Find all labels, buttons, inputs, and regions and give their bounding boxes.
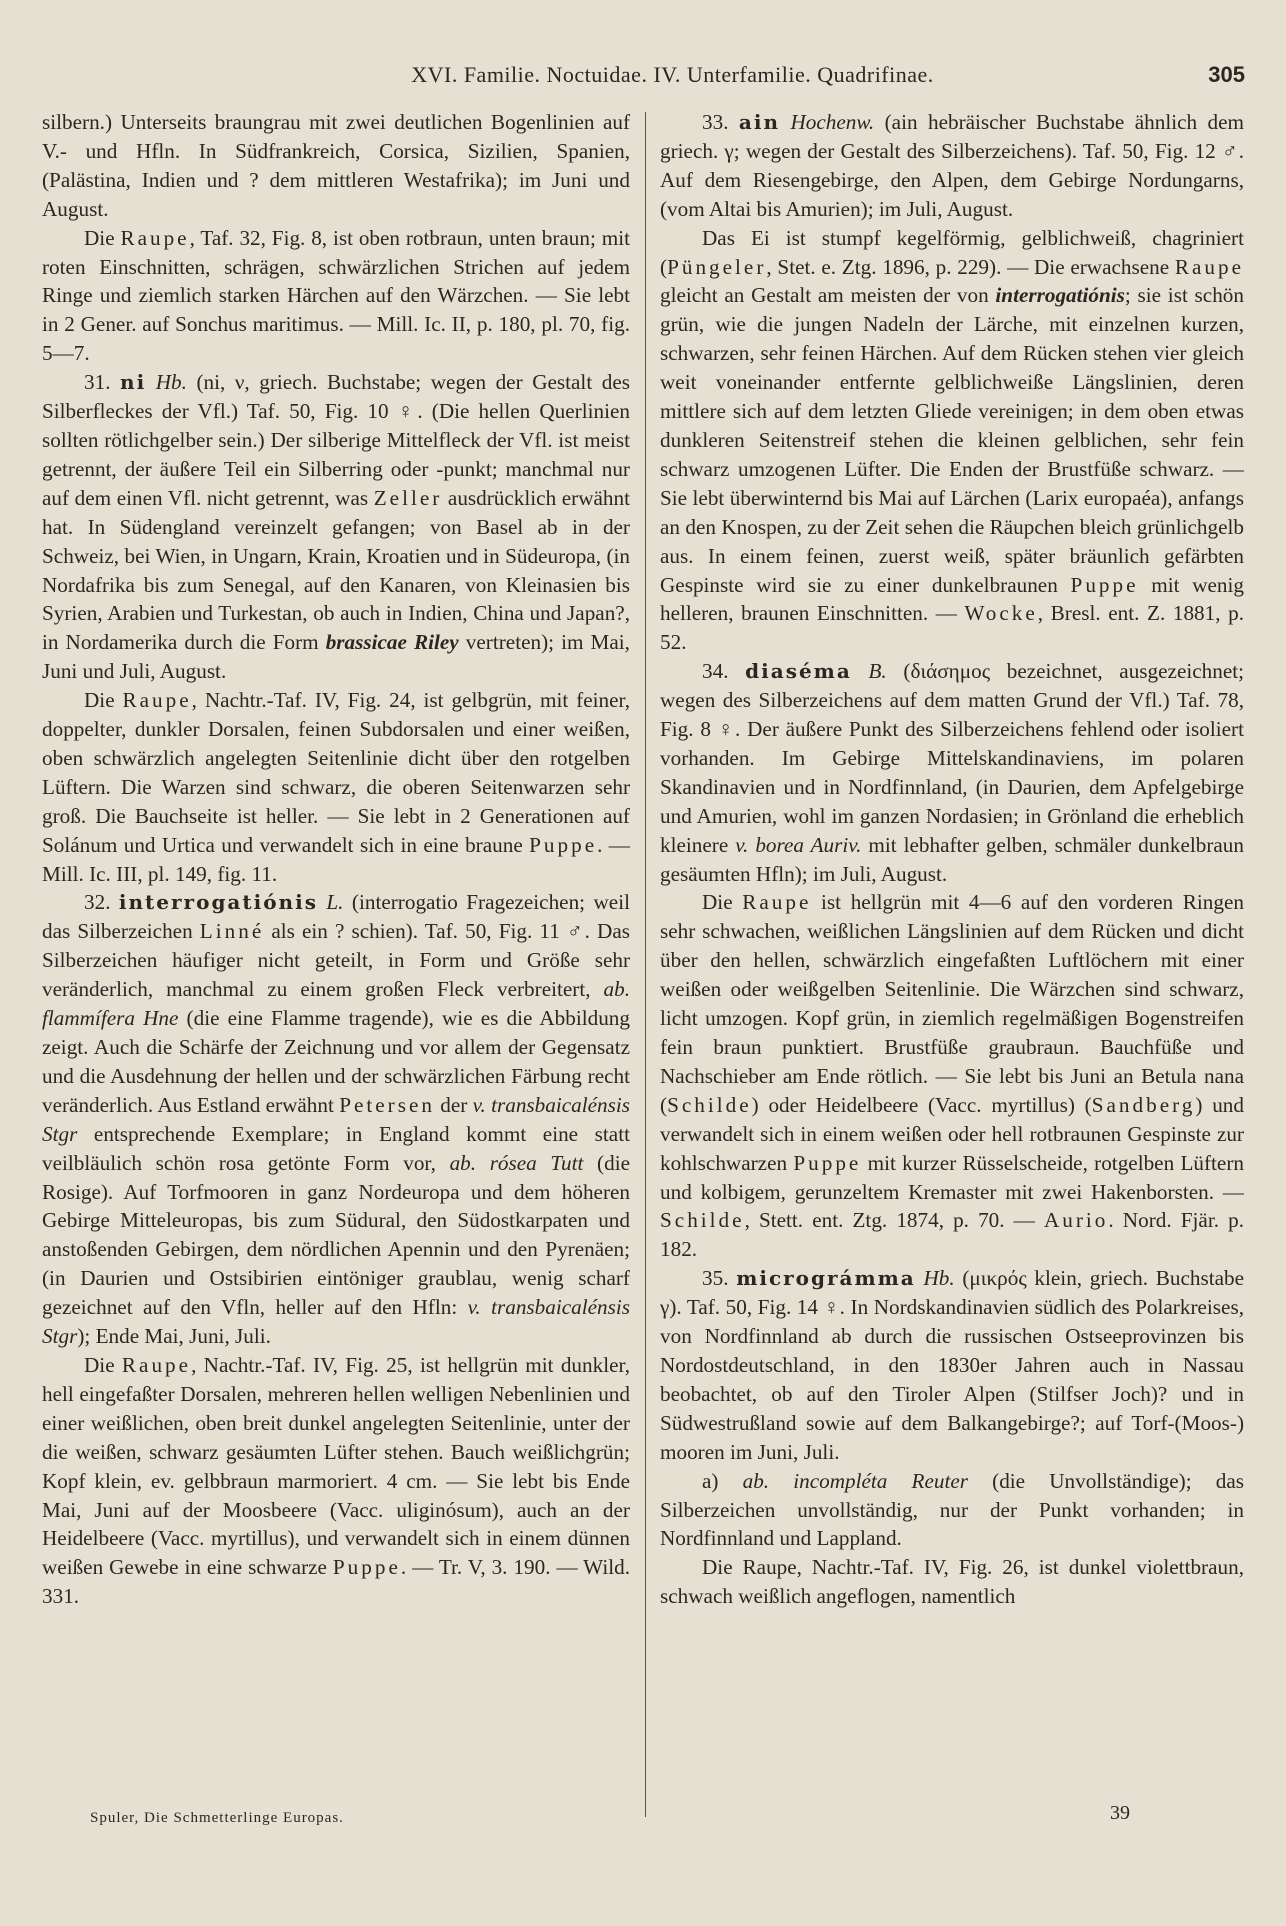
paragraph: Die Raupe, Taf. 32, Fig. 8, ist oben rotbraun, unten braun; mit roten Einschnitten, schrägen, schwärzlichen Strichen auf jedem Ringe und ziemlich starken Härchen auf den Wärzchen. — Sie lebt in 2 Gener. auf Sonchus maritimus. — Mill. Ic. II, p. 180, pl. 70, fig. 5—7. [42,225,630,366]
species-entry-33: 33. ain Hochenw. (ain hebräischer Buchstabe ähnlich dem griech. γ; wegen der Gestalt des Silberzeichens). Taf. 50, Fig. 12 ♂. Auf dem Riesengebirge, den Alpen, dem Gebirge Nordungarns, (vom Altai bis Amurien); im Juli, August. [660,110,1245,221]
species-name: diaséma [745,659,852,684]
species-entry-34: 34. diaséma B. (διάσημος bezeichnet, ausgezeichnet; wegen des Silberzeichens auf dem matten Grund der Vfl.) Taf. 78, Fig. 8 ♀. Der äußere Punkt des Silberzeichens fehlend oder isoliert vorhanden. Im Gebirge Mittelskandinaviens, im polaren Skandinavien und in Nordfinnland, (in Daurien, dem Apfelgebirge und Amurien, wohl im ganzen Nordasien; in Grönland die erheblich kleinere v. borea Auriv. mit lebhafter gelben, schmäler dunkelbraun gesäumten Hfln); im Juli, August. [660,659,1245,886]
paragraph: Die Raupe, Nachtr.-Taf. IV, Fig. 24, ist gelbgrün, mit feiner, doppelter, dunkler Dorsalen, feinen Subdorsalen und einer weißen, oben schwärzlich angelegten Seitenlinie dicht über den rotgelben Lüftern. Die Warzen sind schwarz, die oberen Seitenwarzen sehr groß. Die Bauchseite ist heller. — Sie lebt in 2 Generationen auf Solánum und Urtica und verwandelt sich in eine braune Puppe. — Mill. Ic. III, pl. 149, fig. 11. [42,688,631,886]
column-divider [645,112,646,1817]
running-header [40,62,1245,96]
species-entry-32: 32. interrogatiónis L. (interrogatio Fragezeichen; weil das Silberzeichen Linné als ein ? schien). Taf. 50, Fig. 11 ♂. Das Silberzeichen häufiger nicht geteilt, in Form und Größe sehr veränderlich, manchmal zu einem großen Fleck verbreitert, ab. flammífera Hne (die eine Flamme tragende), wie es die Abbildung zeigt. Auch die Schärfe der Zeichnung und vor allem der Gegensatz und die Ausdehnung der hellen und der schwärzlichen Färbung recht veränderlich. Aus Estland erwähnt Petersen der v. transbaicalénsis Stgr entsprechende Exemplare; in England kommt eine statt veilbläulich schön rosa getönte Form vor, ab. rósea Tutt (die Rosige). Auf Torfmooren in ganz Nordeuropa und dem höheren Gebirge Mitteleuropas, bis zum Südural, den Südostkarpaten und anstoßenden Gebirgen, dem nördlichen Apennin und den Pyrenäen; (in Daurien und Ostsibirien eintöniger graublau, wenig scharf gezeichnet auf den Vfln, heller auf den Hfln: v. transbaicalénsis Stgr); Ende Mai, Juni, Juli. [42,890,630,1349]
species-name: interrogatiónis [118,890,318,915]
sheet-number: 39 [1110,1802,1130,1824]
species-entry-31: 31. ni Hb. (ni, ν, griech. Buchstabe; wegen der Gestalt des Silberfleckes der Vfl.) Taf. 50, Fig. 10 ♀. (Die hellen Querlinien sollten rötlichgelber sein.) Der silberige Mittelfleck der Vfl. ist meist getrennt, der äußere Teil ein Silberring oder -punkt; manchmal nur auf dem einen Vfl. nicht getrennt, was Zeller ausdrücklich erwähnt hat. In Südengland vereinzelt gefangen; von Basel ab in der Schweiz, bei Wien, in Ungarn, Krain, Kroatien und in Südeuropa, (in Nordafrika bis zum Senegal, auf den Kanaren, von Kleinasien bis Syrien, Arabien und Turkestan, ob auch in Indien, China und Japan?, in Nordamerika durch die Form brassicae Riley vertreten); im Mai, Juni und Juli, August. [42,370,630,684]
species-entry-35: 35. micrográmma Hb. (μικρός klein, griech. Buchstabe γ). Taf. 50, Fig. 14 ♀. In Nordskandinavien südlich des Polarkreises, von Nordfinnland ab durch die russischen Ostseeprovinzen bis Nordostdeutschland, in den 1830er Jahren auch in Nassau beobachtet, ob auf den Tiroler Alpen (Stilfser Joch)? und in Südwestrußland sowie auf dem Balkangebirge?; auf Torf-(Moos-) mooren im Juni, Juli. [660,1266,1244,1464]
species-name: ni [120,370,147,395]
paragraph: Das Ei ist stumpf kegelförmig, gelblichweiß, chagriniert (Püngeler, Stet. e. Ztg. 1896, p. 229). — Die erwachsene Raupe gleicht an Gestalt am meisten der von interrogatiónis; sie ist schön grün, wie die jungen Nadeln der Lärche, mit einzelnen kurzen, schwarzen, sehr feinen Härchen. Auf dem Rücken stehen vier gleich weit voneinander entfernte gelblichweiße Längslinien, deren mittlere sich auf dem letzten Gliede vereinigen; in dem oben etwas dunkleren Seitenstreif stehen die kleinen gelblichen, sehr fein schwarz umzogenen Lüfter. Die Enden der Brustfüße schwarz. — Sie lebt überwinternd bis Mai auf Lärchen (Larix europaéa), anfangs an den Knospen, zu der Zeit sehen die Räupchen bleich grünlichgelb aus. In einem feinen, zuerst weiß, später bräunlich gefärbten Gespinste wird sie zu einer dunkelbraunen Puppe mit wenig helleren, braunen Einschnitten. — Wocke, Bresl. ent. Z. 1881, p. 52. [660,225,1244,655]
species-name: micrográmma [736,1266,916,1291]
page-number: 305 [1208,62,1245,87]
paragraph: a) ab. incompléta Reuter (die Unvollständige); das Silberzeichen unvollständig, nur der Punkt vorhanden; in Nordfinnland und Lappland. [660,1468,1245,1551]
header-title: XVI. Familie. Noctuidae. IV. Unterfamilie. Quadrifinae. [411,62,934,87]
left-column [42,108,630,1611]
footer-signature: Spuler, Die Schmetterlinge Europas. [90,1810,344,1826]
paragraph: Die Raupe, Nachtr.-Taf. IV, Fig. 26, ist dunkel violettbraun, schwach weißlich angeflogen, namentlich [660,1555,1244,1609]
paragraph: Die Raupe ist hellgrün mit 4—6 auf den vorderen Ringen sehr schwachen, weißlichen Längslinien auf dem Rücken und dicht über den hellen, schwärzlich eingefaßten Luftlöchern mit einer weißen oder weißgelben Seitenlinie. Die Wärzchen sind schwarz, licht umzogen. Kopf grün, in ziemlich regelmäßigen Bogenstreifen fein braun punktiert. Brustfüße graubraun. Bauchfüße und Nachschieber am Ende rötlich. — Sie lebt bis Juni an Betula nana (Schilde) oder Heidelbeere (Vacc. myrtillus) (Sandberg) und verwandelt sich in einem weißen oder hell rotbraunen Gespinste zur kohlschwarzen Puppe mit kurzer Rüsselscheide, rotgelben Lüftern und kolbigem, gerunzeltem Kremaster mit zwei Hakenborsten. — Schilde, Stett. ent. Ztg. 1874, p. 70. — Aurio. Nord. Fjär. p. 182. [660,890,1244,1262]
paragraph: silbern.) Unterseits braungrau mit zwei deutlichen Bogenlinien auf V.- und Hfln. In Südfrankreich, Corsica, Sizilien, Spanien, (Palästina, Indien und ? dem mittleren Westafrika); im Juni und August. [42,110,630,221]
right-column [660,108,1244,1611]
paragraph: Die Raupe, Nachtr.-Taf. IV, Fig. 25, ist hellgrün mit dunkler, hell eingefaßter Dorsalen, mehreren hellen welligen Nebenlinien und einer weißlichen, oben breit dunkel angelegten Seitenlinie, unter der die weißen, schwarz gesäumten Lüfter stehen. Bauch weißlichgrün; Kopf klein, ev. gelbbraun marmoriert. 4 cm. — Sie lebt bis Ende Mai, Juni auf der Moosbeere (Vacc. uliginósum), auch an der Heidelbeere (Vacc. myrtillus), und verwandelt sich in einem dünnen weißen Gewebe in eine schwarze Puppe. — Tr. V, 3. 190. — Wild. 331. [42,1352,631,1609]
species-name: ain [738,110,781,134]
